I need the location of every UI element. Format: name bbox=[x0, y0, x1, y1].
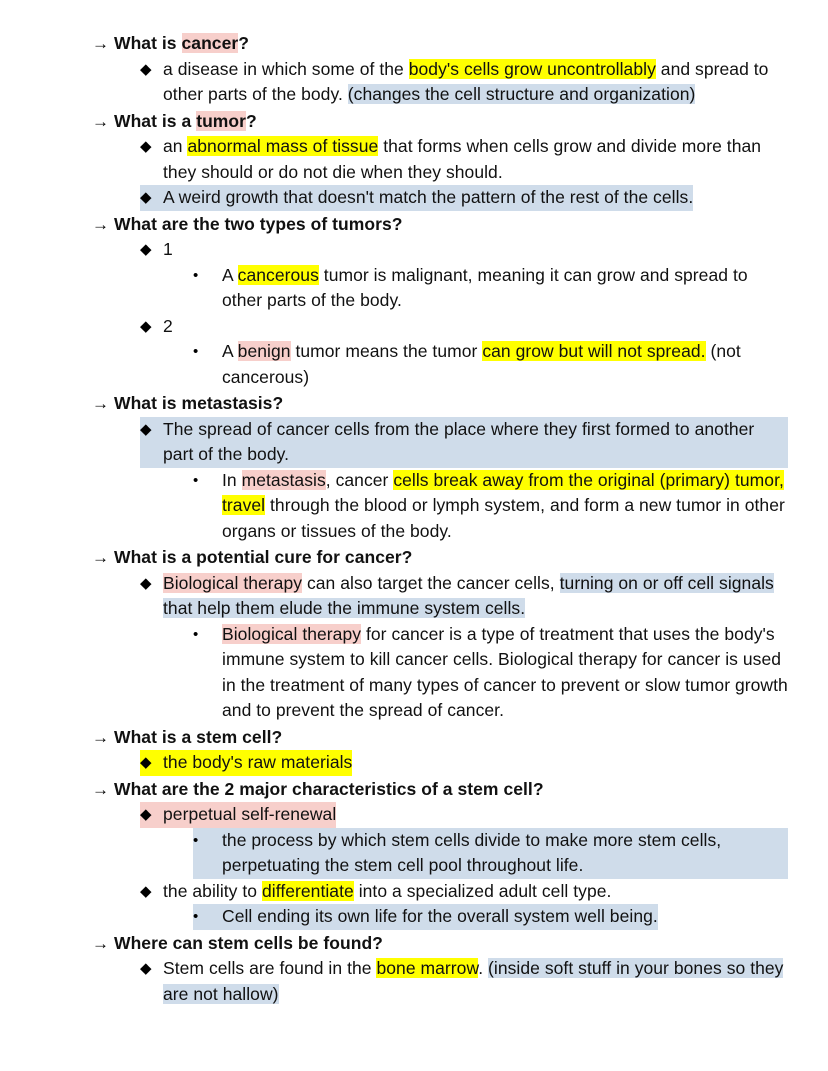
outline-item-text bbox=[114, 777, 788, 803]
outline-item-text bbox=[114, 545, 788, 571]
outline-item-text bbox=[163, 571, 788, 622]
outline-item-characteristic-2 bbox=[140, 879, 788, 905]
text-run: for cancer is a type of treatment that uses the body's immune system to kill cancer cells. Biological therapy for cancer is used in the treatment of many types of cancer to prevent or slow tumor growth and to prevent the spread of cancer. bbox=[222, 623, 788, 720]
diamond-bullet-icon: ◆ bbox=[140, 960, 152, 977]
outline-item-q-what-is-cancer bbox=[92, 31, 788, 57]
text-run: What are the two types of tumors? bbox=[114, 213, 403, 234]
text-run: What is bbox=[114, 33, 182, 53]
outline-item-text bbox=[114, 725, 788, 751]
text-run: 1 bbox=[163, 239, 173, 259]
highlight-pink: cancer bbox=[181, 33, 239, 53]
outline-item-q-what-is-metastasis bbox=[92, 391, 788, 417]
outline-item-text bbox=[114, 212, 788, 238]
dot-bullet-icon: • bbox=[193, 471, 199, 489]
highlight-yellow: cancerous bbox=[237, 264, 319, 285]
highlight-pink: Biological therapy bbox=[222, 623, 362, 644]
text-run: What is a potential cure for cancer? bbox=[114, 547, 413, 567]
outline-item-text bbox=[222, 263, 788, 314]
highlight-yellow: abnormal mass of tissue bbox=[187, 136, 379, 156]
text-run: Where can stem cells be found? bbox=[114, 932, 383, 953]
text-run: a disease in which some of the bbox=[163, 58, 409, 79]
outline-item-a-metastasis-definition bbox=[140, 417, 788, 468]
text-run: Stem cells are found in the bbox=[163, 958, 377, 978]
text-run: and spread to other parts of the body. bbox=[163, 58, 769, 104]
outline-item-text bbox=[222, 468, 788, 545]
highlight-pink: benign bbox=[237, 341, 291, 361]
outline-item-text bbox=[163, 417, 788, 468]
outline-item-a-biological-therapy bbox=[140, 571, 788, 622]
text-run: What is metastasis? bbox=[114, 393, 284, 413]
highlight-pink: metastasis bbox=[241, 469, 326, 490]
arrow-bullet-icon: → bbox=[92, 214, 110, 234]
outline-item-text bbox=[163, 314, 788, 340]
outline-list bbox=[40, 31, 788, 1007]
outline-item-a-stem-cell-definition bbox=[140, 750, 352, 776]
text-run: into a specialized adult cell type. bbox=[353, 880, 612, 901]
outline-item-characteristic-1-detail bbox=[193, 828, 788, 879]
text-run: the process by which stem cells divide to make more stem cells, perpetuating the stem cell pool throughout life. bbox=[222, 829, 722, 875]
diamond-bullet-icon: ◆ bbox=[140, 138, 152, 155]
text-run: that forms when cells grow and divide more than they should or do not die when they should. bbox=[163, 136, 762, 182]
text-run: ? bbox=[246, 110, 257, 131]
highlight-blue: (inside soft stuff in your bones so they are not hallow) bbox=[163, 958, 784, 1004]
diamond-bullet-icon: ◆ bbox=[140, 241, 152, 258]
text-run: the ability to bbox=[163, 880, 262, 901]
outline-item-a-cancer-definition bbox=[140, 57, 788, 108]
outline-item-type-2-detail bbox=[193, 339, 788, 390]
outline-item-text bbox=[163, 57, 788, 108]
dot-bullet-icon: • bbox=[193, 908, 199, 925]
outline-item-q-two-types-of-tumors bbox=[92, 212, 788, 238]
text-run: , cancer bbox=[325, 469, 394, 490]
outline-item-text bbox=[114, 109, 788, 135]
diamond-bullet-icon: ◆ bbox=[140, 574, 152, 592]
highlight-blue: turning on or off cell signals that help them elude the immune system cells. bbox=[163, 572, 774, 618]
outline-item-text bbox=[163, 879, 788, 905]
text-run: A bbox=[222, 341, 238, 361]
text-run: Cell ending its own life for the overall system well being. bbox=[222, 906, 658, 926]
text-run: What is a bbox=[114, 110, 197, 131]
diamond-bullet-icon: ◆ bbox=[140, 420, 152, 438]
diamond-bullet-icon: ◆ bbox=[140, 754, 152, 771]
diamond-bullet-icon: ◆ bbox=[140, 806, 152, 823]
text-run: The spread of cancer cells from the place where they first formed to another part of the body. bbox=[163, 418, 755, 464]
highlight-yellow: cells break away from the original (primary) tumor, travel bbox=[222, 469, 784, 515]
outline-item-text bbox=[163, 237, 788, 263]
outline-item-a-metastasis-detail bbox=[193, 468, 788, 545]
text-run: What are the 2 major characteristics of a stem cell? bbox=[114, 778, 544, 799]
arrow-bullet-icon: → bbox=[92, 779, 110, 799]
highlight-yellow: bone marrow bbox=[376, 958, 479, 978]
outline-item-q-what-is-a-stem-cell bbox=[92, 725, 788, 751]
arrow-bullet-icon: → bbox=[92, 933, 110, 953]
highlight-yellow: body's cells grow uncontrollably bbox=[408, 58, 656, 79]
diamond-bullet-icon: ◆ bbox=[140, 60, 152, 78]
text-run: the body's raw materials bbox=[163, 752, 353, 772]
outline-item-text bbox=[163, 750, 352, 776]
outline-item-text bbox=[222, 904, 658, 930]
outline-item-q-where-stem-cells-found bbox=[92, 931, 788, 957]
outline-item-type-2-label bbox=[140, 314, 788, 340]
text-run: can also target the cancer cells, bbox=[302, 572, 560, 593]
highlight-yellow: differentiate bbox=[262, 880, 354, 901]
outline-item-text bbox=[222, 622, 788, 724]
diamond-bullet-icon: ◆ bbox=[140, 882, 152, 900]
text-run: 2 bbox=[163, 315, 173, 336]
outline-item-q-potential-cure bbox=[92, 545, 788, 571]
outline-item-text bbox=[222, 828, 788, 879]
diamond-bullet-icon: ◆ bbox=[140, 317, 152, 335]
arrow-bullet-icon: → bbox=[92, 111, 110, 131]
outline-item-text bbox=[114, 391, 788, 417]
arrow-bullet-icon: → bbox=[92, 34, 110, 53]
outline-item-text bbox=[163, 956, 788, 1007]
highlight-pink: tumor bbox=[196, 110, 247, 131]
outline-item-text bbox=[222, 339, 788, 390]
outline-item-text bbox=[163, 134, 788, 185]
highlight-pink: Biological therapy bbox=[163, 572, 303, 593]
outline-item-a-stem-cells-location bbox=[140, 956, 788, 1007]
outline-item-a-tumor-paraphrase bbox=[140, 185, 693, 211]
arrow-bullet-icon: → bbox=[92, 727, 110, 747]
outline-item-q-what-is-a-tumor bbox=[92, 109, 788, 135]
text-run: ? bbox=[238, 33, 249, 53]
highlight-blue: (changes the cell structure and organization) bbox=[347, 84, 696, 104]
text-run: perpetual self-renewal bbox=[163, 804, 337, 824]
outline-item-a-tumor-definition bbox=[140, 134, 788, 185]
outline-item-type-1-detail bbox=[193, 263, 788, 314]
dot-bullet-icon: • bbox=[193, 831, 199, 849]
text-run: A weird growth that doesn't match the pattern of the rest of the cells. bbox=[163, 187, 694, 207]
outline-item-text bbox=[114, 931, 788, 957]
text-run: (not cancerous) bbox=[222, 341, 741, 387]
outline-item-a-biological-therapy-detail bbox=[193, 622, 788, 724]
outline-item-characteristic-2-detail bbox=[193, 904, 658, 930]
text-run: through the blood or lymph system, and form a new tumor in other organs or tissues of the body. bbox=[222, 495, 785, 541]
highlight-yellow: can grow but will not spread. bbox=[482, 341, 706, 361]
outline-item-text bbox=[163, 802, 336, 828]
outline-item-q-stem-cell-characteristics bbox=[92, 777, 788, 803]
text-run: In bbox=[222, 469, 242, 490]
dot-bullet-icon: • bbox=[193, 625, 199, 643]
text-run: A bbox=[222, 264, 238, 285]
arrow-bullet-icon: → bbox=[92, 548, 110, 567]
outline-item-text bbox=[114, 31, 788, 57]
text-run: What is a stem cell? bbox=[114, 726, 283, 747]
text-run: . bbox=[478, 958, 489, 978]
text-run: tumor means the tumor bbox=[290, 341, 483, 361]
diamond-bullet-icon: ◆ bbox=[140, 189, 152, 206]
text-run: an bbox=[163, 136, 188, 156]
arrow-bullet-icon: → bbox=[92, 394, 110, 413]
outline-item-type-1-label bbox=[140, 237, 788, 263]
text-run: tumor is malignant, meaning it can grow and spread to other parts of the body. bbox=[222, 264, 748, 310]
dot-bullet-icon: • bbox=[193, 343, 199, 360]
outline-item-text bbox=[163, 185, 693, 211]
dot-bullet-icon: • bbox=[193, 266, 199, 284]
outline-item-characteristic-1 bbox=[140, 802, 336, 828]
